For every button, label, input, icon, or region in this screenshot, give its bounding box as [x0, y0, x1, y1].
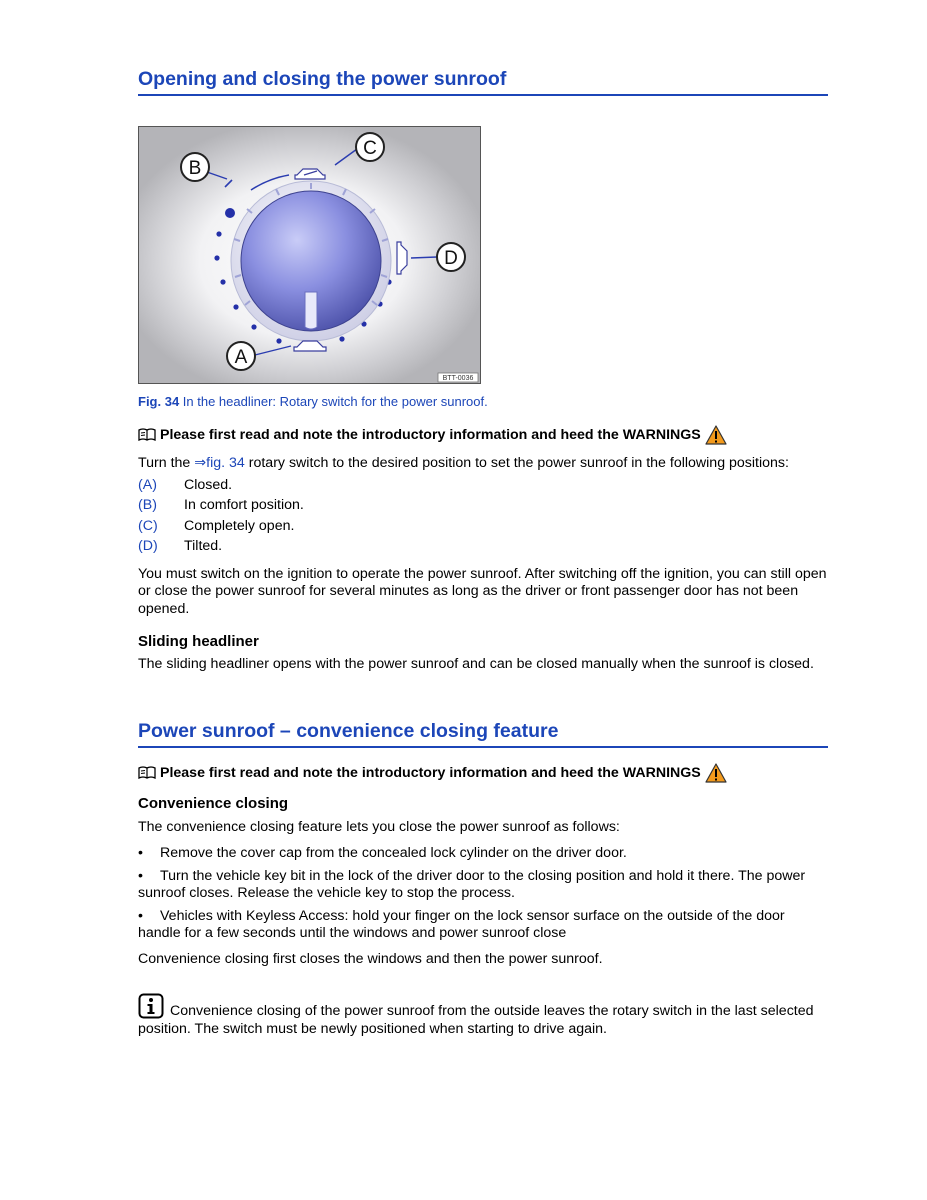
convenience-summary: Convenience closing first closes the windows and then the power sunroof. [138, 950, 603, 967]
fig-34-link[interactable]: fig. 34 [206, 455, 245, 471]
list-item: • Turn the vehicle key bit in the lock of the driver door to the closing position and hold it there. The power sunroof closes. Release the vehicle key to stop the process. [138, 867, 806, 901]
list-item: (A) Closed. [138, 476, 233, 493]
svg-text:C: C [363, 138, 377, 159]
rotary-switch-illustration [139, 127, 480, 383]
page-content [138, 66, 828, 1038]
figure-caption [138, 394, 828, 409]
list-item: (D) Tilted. [138, 538, 223, 554]
list-item: • Remove the cover cap from the concealed lock cylinder on the driver door. [138, 845, 627, 861]
list-item: (B) In comfort position. [138, 497, 304, 513]
convenience-closing-heading: Convenience closing [138, 794, 289, 812]
book-icon [138, 428, 156, 442]
sliding-headliner-heading: Sliding headliner [138, 633, 259, 650]
callout-a [227, 342, 255, 370]
callout-b [181, 153, 209, 181]
figure-number: Fig. 34 [138, 394, 180, 409]
warnings-note-2 [138, 763, 828, 783]
warnings-note [138, 425, 828, 445]
convenience-intro: The convenience closing feature lets you close the power sunroof as follows: [138, 818, 620, 835]
ignition-paragraph: You must switch on the ignition to operate the power sunroof. After switching off the ignition, you can still open or close the power sunroof for several minutes as long as the driver or front passenger door has not been opened. [138, 565, 827, 617]
section-title-opening-closing: Opening and closing the power sunroof [138, 66, 828, 96]
convenience-steps [138, 845, 828, 943]
bullet-icon: • [138, 867, 143, 884]
warning-icon[interactable] [705, 763, 727, 783]
callout-d [437, 243, 465, 271]
bullet-icon: • [138, 845, 143, 861]
list-item: (C) Completely open. [138, 517, 295, 534]
callout-c [356, 133, 384, 161]
figure-code: BTT-0036 [442, 375, 474, 382]
svg-text:B: B [188, 158, 202, 179]
warning-icon[interactable] [705, 425, 727, 445]
intro-paragraph: Turn the ⇒fig. 34 rotary switch to the desired position to set the power sunroof in the following positions: [138, 455, 789, 471]
sliding-headliner-paragraph: The sliding headliner opens with the power sunroof and can be closed manually when the sunroof is closed. [138, 656, 814, 672]
list-item: • Vehicles with Keyless Access: hold your finger on the lock sensor surface on the outside of the door handle for a few seconds until the windows and power sunroof close [138, 907, 785, 941]
bullet-icon: • [138, 907, 143, 924]
book-icon [138, 766, 156, 780]
section-title-convenience-closing: Power sunroof – convenience closing feature [138, 718, 828, 748]
warnings-note-text: Please first read and note the introductory information and heed the WARNINGS [160, 427, 701, 443]
figure-caption-text: In the headliner: Rotary switch for the power sunroof. [179, 394, 488, 409]
info-icon [138, 993, 164, 1019]
info-note [138, 993, 828, 1038]
positions-list [138, 475, 828, 557]
info-note-text: Convenience closing of the power sunroof from the outside leaves the rotary switch in the last selected position. The switch must be newly positioned when starting to drive again. [138, 1003, 814, 1037]
rotary-switch-figure [138, 126, 481, 384]
ref-arrow-icon: ⇒ [194, 455, 207, 471]
svg-text:A: A [234, 347, 248, 368]
warnings-note-text: Please first read and note the introductory information and heed the WARNINGS [160, 764, 701, 781]
svg-text:D: D [444, 248, 458, 269]
